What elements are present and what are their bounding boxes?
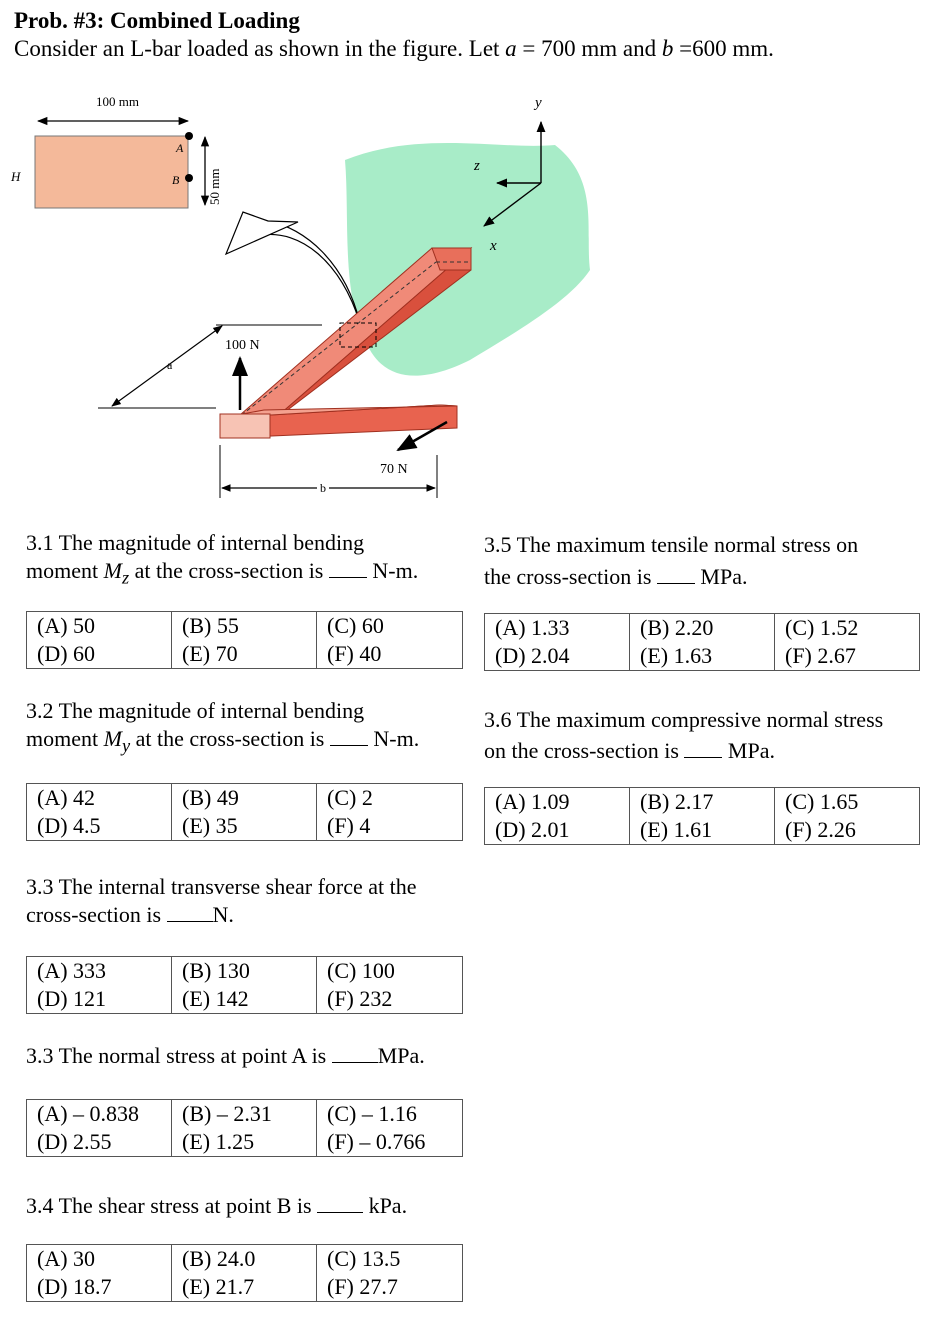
question-3-4: 3.4 The shear stress at point B is kPa.: [26, 1193, 408, 1218]
dim-50-label: 50 mm: [207, 168, 222, 205]
problem-intro: Consider an L-bar loaded as shown in the figure. Let a = 700 mm and b =600 mm.: [14, 36, 774, 61]
dim-b-label: b: [320, 481, 326, 495]
l-bar-figure: [0, 80, 938, 500]
load-70-label: 70 N: [380, 462, 408, 477]
options-3-3-shear-force: (A) 333 (D) 121 (B) 130 (E) 142 (C) 100 (F) 232: [26, 956, 463, 1014]
options-3-6: (A) 1.09 (D) 2.01 (B) 2.17 (E) 1.61 (C) 1.65 (F) 2.26: [484, 787, 920, 845]
options-3-2: (A) 42 (D) 4.5 (B) 49 (E) 35 (C) 2 (F) 4: [26, 783, 463, 841]
axis-x-label: x: [490, 238, 497, 254]
axis-y-label: y: [535, 95, 542, 111]
section-pointer-arrow: [262, 234, 360, 323]
question-3-5: 3.5 The maximum tensile normal stress on the cross-section is MPa.: [484, 532, 859, 589]
cross-section-rect: [35, 136, 188, 208]
options-3-3-normal-stress: (A) – 0.838 (D) 2.55 (B) – 2.31 (E) 1.25 (C) – 1.16 (F) – 0.766: [26, 1099, 463, 1157]
options-3-1: (A) 50 (D) 60 (B) 55 (E) 70 (C) 60 (F) 40: [26, 611, 463, 669]
label-a: A: [176, 141, 184, 155]
options-3-5: (A) 1.33 (D) 2.04 (B) 2.20 (E) 1.63 (C) 1.52 (F) 2.67: [484, 613, 920, 671]
dim-100-label: 100 mm: [96, 94, 139, 109]
question-3-3-shear-force: 3.3 The internal transverse shear force at the cross-section is N.: [26, 874, 417, 927]
question-3-6: 3.6 The maximum compressive normal stress on the cross-section is MPa.: [484, 707, 884, 763]
question-3-3-normal-stress: 3.3 The normal stress at point A is MPa.: [26, 1043, 425, 1068]
options-3-4: (A) 30 (D) 18.7 (B) 24.0 (E) 21.7 (C) 13.5 (F) 27.7: [26, 1244, 463, 1302]
point-a: [185, 132, 193, 140]
label-b: B: [172, 173, 180, 187]
dim-a-label: a: [167, 358, 173, 372]
label-h: H: [11, 169, 21, 184]
question-3-1: 3.1 The magnitude of internal bending moment $M_z$ at the cross-section is N-m.: [26, 530, 419, 588]
axis-z-label: z: [474, 158, 480, 174]
question-3-2: 3.2 The magnitude of internal bending moment $M_y$ at the cross-section is N-m.: [26, 698, 420, 756]
problem-title: Prob. #3: Combined Loading: [14, 8, 300, 33]
load-100-label: 100 N: [225, 338, 260, 353]
point-b: [185, 174, 193, 182]
